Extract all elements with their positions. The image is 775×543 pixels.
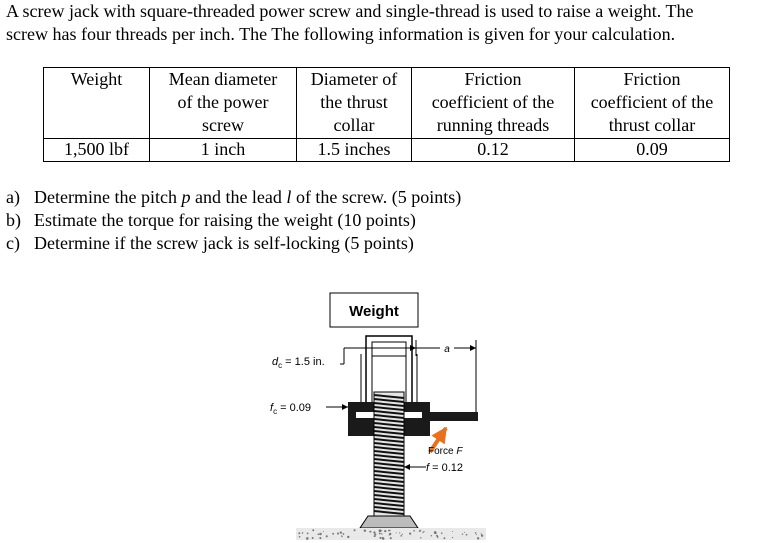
ground-speckle xyxy=(302,532,304,534)
given-data-table xyxy=(43,67,730,162)
ground-speckle xyxy=(388,530,390,532)
ground-speckle xyxy=(373,531,375,533)
question-c: c) Determine if the screw jack is self-locking (5 points) xyxy=(6,233,414,253)
ground-speckle xyxy=(389,533,391,535)
table-header-row xyxy=(44,68,730,139)
header-collar-friction: Friction coefficient of the thrust collar xyxy=(575,68,730,139)
header-collar-diameter: Diameter of the thrust collar xyxy=(297,68,412,139)
ground-speckle xyxy=(317,533,319,535)
ground-speckle xyxy=(379,532,381,534)
ground-speckle xyxy=(437,536,439,538)
header-weight: Weight xyxy=(44,68,150,139)
fc-label: $f_c = 0.09$ xyxy=(270,402,312,416)
ground-speckle xyxy=(444,537,446,539)
value-thread-friction: 0.12 xyxy=(412,139,575,162)
ground-speckle xyxy=(431,535,432,536)
ground-speckle xyxy=(341,536,342,537)
table-value-row xyxy=(44,139,730,162)
handle-bar xyxy=(430,412,478,421)
ground-speckle xyxy=(402,534,403,535)
ground-speckle xyxy=(379,529,382,532)
weight-label: Weight xyxy=(349,303,399,320)
force-label: Force F xyxy=(428,446,463,457)
ground-speckle xyxy=(319,533,322,536)
jack-base xyxy=(360,516,418,528)
header-mean-diameter: Mean diameter of the power screw xyxy=(150,68,297,139)
ground-speckle xyxy=(381,530,382,531)
ground-speckle xyxy=(382,537,384,539)
value-weight: 1,500 lbf xyxy=(44,139,150,162)
value-mean-diameter: 1 inch xyxy=(150,139,297,162)
ground-speckle xyxy=(482,535,483,536)
ground-speckle xyxy=(340,532,342,534)
ground-speckle xyxy=(323,531,324,532)
ground-speckle xyxy=(298,532,300,534)
ground-speckle xyxy=(434,532,436,534)
a-label: a xyxy=(444,344,450,355)
ground-speckle xyxy=(400,535,402,537)
ground-speckle xyxy=(419,531,420,532)
ground-speckle xyxy=(347,536,349,538)
ground-speckle xyxy=(380,537,382,539)
ground-speckle xyxy=(464,532,465,533)
ground-speckle xyxy=(422,532,423,533)
ground-speckle xyxy=(374,533,376,535)
ground-speckle xyxy=(441,532,443,534)
ground-speckle xyxy=(312,538,313,539)
ground-speckle xyxy=(384,530,386,532)
question-b: b) Estimate the torque for raising the weight (10 points) xyxy=(6,210,416,230)
ground-speckle xyxy=(369,531,371,533)
ground-speckle xyxy=(452,537,453,538)
ground-speckle xyxy=(462,534,463,535)
ground-speckle xyxy=(481,533,482,534)
ground-speckle xyxy=(337,532,339,534)
problem-statement xyxy=(6,0,771,46)
f-label: f = 0.12 xyxy=(426,462,464,474)
ground-speckle xyxy=(466,534,468,536)
ground-speckle xyxy=(420,537,421,538)
ground-speckle xyxy=(326,535,328,537)
ground-speckle xyxy=(475,532,477,534)
dc-label: $d_c = 1.5$ in. xyxy=(272,356,325,370)
ground-speckle xyxy=(342,533,344,535)
header-thread-friction: Friction coefficient of the running threads xyxy=(412,68,575,139)
ground-speckle xyxy=(396,532,397,533)
ground-speckle xyxy=(399,532,400,533)
ground-speckle xyxy=(381,533,382,534)
value-collar-friction: 0.09 xyxy=(575,139,730,162)
value-collar-diameter: 1.5 inches xyxy=(297,139,412,162)
ground-speckle xyxy=(332,533,334,535)
ground-speckle xyxy=(423,531,424,532)
ground-speckle xyxy=(364,529,366,531)
ground-speckle xyxy=(452,531,453,532)
ground-speckle xyxy=(306,537,309,540)
question-list xyxy=(6,186,461,255)
ground-speckle xyxy=(319,537,321,539)
ground-speckle xyxy=(413,530,415,532)
screw-jack-diagram xyxy=(260,292,520,542)
ground-speckle xyxy=(354,529,356,531)
ground-speckle xyxy=(409,533,411,535)
ground-speckle xyxy=(476,534,477,535)
ground-speckle xyxy=(313,530,314,531)
ground-speckle xyxy=(299,536,301,538)
intro-line-2: screw has four threads per inch. The The following information is given for your calculation. xyxy=(6,24,676,44)
ground-speckle xyxy=(307,532,309,534)
ground-speckle xyxy=(477,537,479,539)
intro-line-1: A screw jack with square-threaded power screw and single-thread is used to raise a weight. The xyxy=(6,1,694,21)
ground-speckle xyxy=(390,537,392,539)
question-a: a) Determine the pitch p and the lead l of the screw. (5 points) xyxy=(6,187,462,207)
screw-threads xyxy=(374,392,404,516)
